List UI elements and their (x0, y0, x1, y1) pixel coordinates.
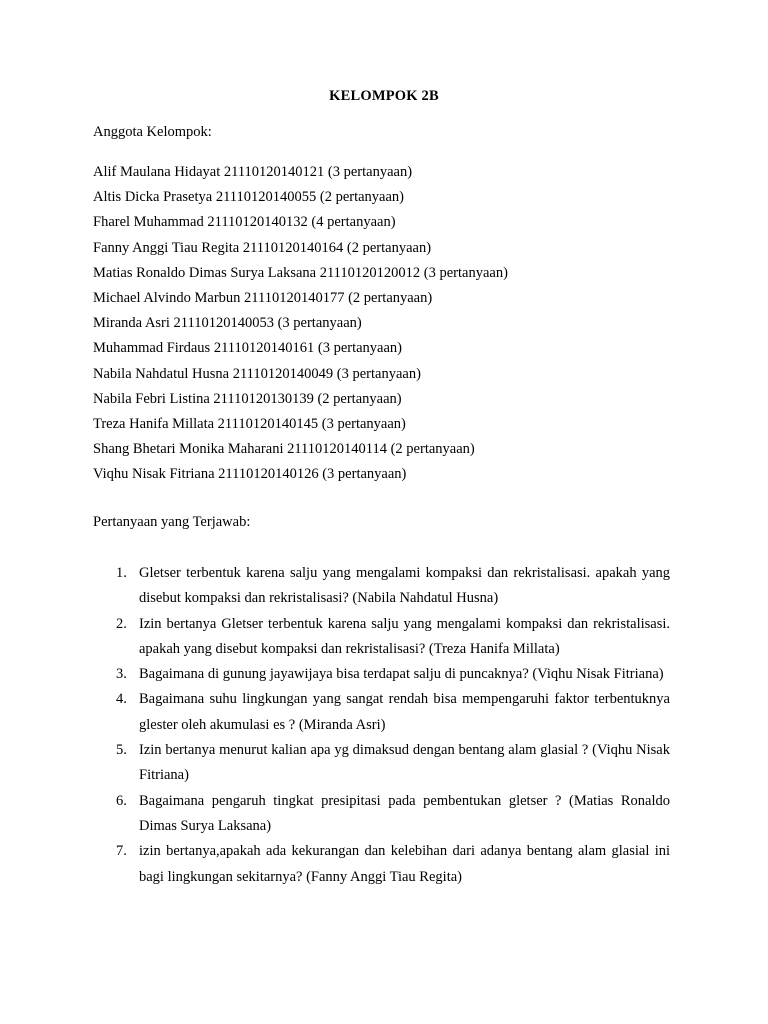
question-number: 4. (116, 691, 127, 708)
member-item: Fanny Anggi Tiau Regita 21110120140164 (2 pertanyaan) (93, 239, 432, 256)
question-number: 6. (116, 792, 127, 809)
members-list (93, 160, 508, 487)
question-number: 2. (116, 615, 127, 632)
questions-list (0, 561, 768, 890)
question-number: 7. (116, 843, 127, 860)
question-number: 5. (116, 742, 127, 759)
member-item: Nabila Nahdatul Husna 21110120140049 (3 pertanyaan) (93, 365, 421, 382)
member-item: Fharel Muhammad 21110120140132 (4 pertanyaan) (93, 214, 396, 231)
question-number: 1. (116, 565, 127, 581)
question-text: izin bertanya,apakah ada kekurangan dan kelebihan dari adanya bentang alam glasial ini bagi lingkungan sekitarnya? (Fanny Anggi Tiau Regita) (139, 843, 670, 885)
question-number: 3. (116, 666, 127, 683)
member-item: Matias Ronaldo Dimas Surya Laksana 21110120120012 (3 pertanyaan) (93, 264, 508, 281)
member-item: Miranda Asri 21110120140053 (3 pertanyaan) (93, 315, 362, 332)
question-text: Gletser terbentuk karena salju yang mengalami kompaksi dan rekristalisasi. apakah yang disebut kompaksi dan rekristalisasi? (Nabila Nahdatul Husna) (139, 565, 670, 607)
member-item: Alif Maulana Hidayat 21110120140121 (3 pertanyaan) (93, 164, 413, 180)
question-item (0, 738, 768, 789)
document-title: KELOMPOK 2B (329, 88, 439, 104)
answered-questions-heading: Pertanyaan yang Terjawab: (93, 514, 251, 530)
member-item: Muhammad Firdaus 21110120140161 (3 pertanyaan) (93, 340, 403, 357)
question-item (0, 561, 768, 612)
members-heading: Anggota Kelompok: (93, 124, 212, 140)
question-item (0, 839, 768, 890)
member-item: Viqhu Nisak Fitriana 21110120140126 (3 pertanyaan) (93, 466, 407, 483)
member-item: Nabila Febri Listina 21110120130139 (2 pertanyaan) (93, 390, 402, 407)
question-text: Bagaimana pengaruh tingkat presipitasi pada pembentukan gletser ? (Matias Ronaldo Dimas Surya Laksana) (139, 792, 670, 834)
question-text: Izin bertanya Gletser terbentuk karena salju yang mengalami kompaksi dan rekristalisasi. apakah yang disebut kompaksi dan rekristalisasi? (Treza Hanifa Millata) (139, 615, 670, 657)
question-text: Izin bertanya menurut kalian apa yg dimaksud dengan bentang alam glasial ? (Viqhu Nisak Fitriana) (139, 742, 670, 784)
question-item (0, 662, 768, 687)
question-text: Bagaimana di gunung jayawijaya bisa terdapat salju di puncaknya? (Viqhu Nisak Fitriana) (139, 666, 664, 683)
question-item (0, 687, 768, 738)
question-item (0, 612, 768, 663)
member-item: Shang Bhetari Monika Maharani 21110120140114 (2 pertanyaan) (93, 441, 475, 458)
question-text: Bagaimana suhu lingkungan yang sangat rendah bisa mempengaruhi faktor terbentuknya glester oleh akumulasi es ? (Miranda Asri) (139, 691, 670, 733)
member-item: Treza Hanifa Millata 21110120140145 (3 pertanyaan) (93, 415, 406, 432)
question-item (0, 789, 768, 840)
member-item: Michael Alvindo Marbun 21110120140177 (2 pertanyaan) (93, 289, 433, 306)
member-item: Altis Dicka Prasetya 21110120140055 (2 pertanyaan) (93, 189, 404, 206)
